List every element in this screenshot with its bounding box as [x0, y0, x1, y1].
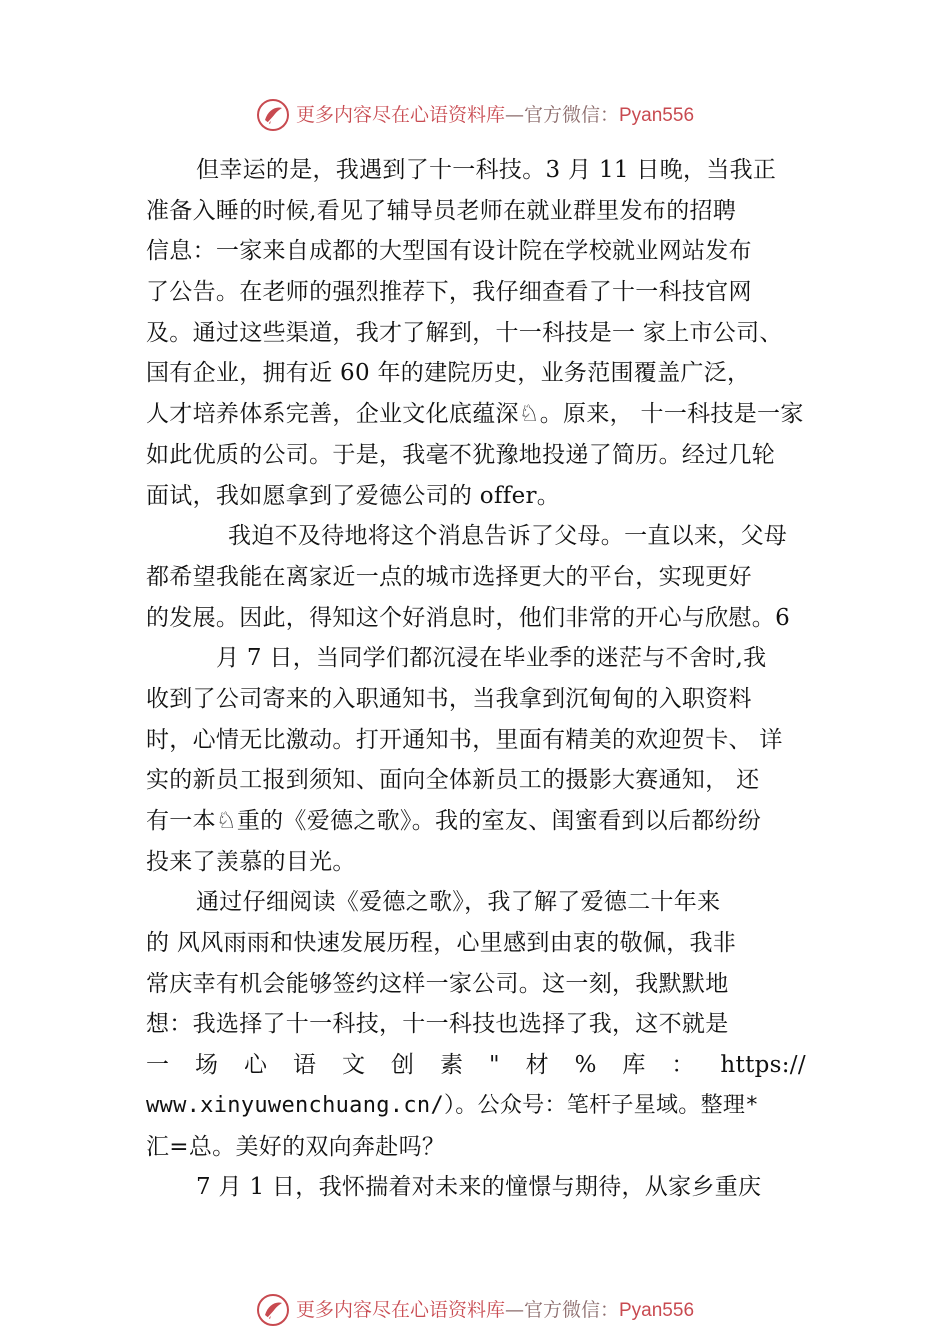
text-line: 的发展。因此，得知这个好消息时，他们非常的开心与欣慰。6 — [146, 604, 791, 631]
text-line: 月 7 日，当同学们都沉浸在毕业季的迷茫与不舍时,我 — [216, 645, 767, 672]
banner-text — [296, 103, 694, 128]
header-watermark-banner — [0, 95, 950, 135]
text-line: 了公告。在老师的强烈推荐下，我仔细查看了十一科技官网 — [146, 279, 752, 306]
text-line: 想：我选择了十一科技，十一科技也选择了我，这不就是 — [146, 1011, 729, 1038]
spread-text-line — [146, 1045, 806, 1086]
spread-char: 语 — [293, 1052, 317, 1079]
banner-sub-text: —官方微信： — [504, 1298, 619, 1321]
text-line: 准备入睡的时候,看见了辅导员老师在就业群里发布的招聘 — [146, 197, 737, 224]
banner-text — [296, 1298, 694, 1323]
spread-char: % — [574, 1052, 597, 1079]
text-line: 信息：一家来自成都的大型国有设计院在学校就业网站发布 — [146, 238, 752, 265]
text-line: 收到了公司寄来的入职通知书，当我拿到沉甸甸的入职资料 — [146, 685, 752, 712]
banner-wechat-id: Pyan556 — [619, 1299, 695, 1321]
text-line: 汇=总。美好的双向奔赴吗？ — [146, 1133, 446, 1160]
footer-watermark-banner — [0, 1290, 950, 1330]
text-line: 我迫不及待地将这个消息告诉了父母。一直以来，父母 — [228, 523, 788, 550]
text-line: 时，心情无比激动。打开通知书，里面有精美的欢迎贺卡、 详 — [146, 726, 783, 753]
text-line: 投来了羡慕的目光。 — [146, 848, 356, 875]
text-line: 但幸运的是，我遇到了十一科技。3 月 11 日晚，当我正 — [196, 157, 777, 183]
text-line: 实的新员工报到须知、面向全体新员工的摄影大赛通知， 还 — [146, 767, 760, 794]
text-line: 通过仔细阅读《爱德之歌》，我了解了爱德二十年来 — [196, 889, 721, 916]
spread-char: 创 — [391, 1052, 415, 1079]
brand-logo-icon — [256, 98, 290, 132]
spread-char: 库 — [622, 1052, 646, 1079]
text-line: 人才培养体系完善，企业文化底蕴深♘。原来， 十一科技是一家 — [146, 401, 804, 428]
text-line: 国有企业，拥有近 60 年的建院历史，业务范围覆盖广泛， — [146, 360, 751, 387]
spread-char: 材 — [525, 1052, 549, 1079]
text-line: www.xinyuwenchuang.cn/）。公众号：笔杆子星域。整理* — [146, 1092, 759, 1118]
text-line: 如此优质的公司。于是，我毫不犹豫地投递了简历。经过几轮 — [146, 441, 776, 468]
banner-main-text: 更多内容尽在心语资料库 — [295, 103, 505, 126]
spread-char: " — [489, 1052, 500, 1079]
spread-char: https:// — [720, 1052, 806, 1079]
spread-char: 一 — [146, 1052, 170, 1079]
spread-char: 心 — [244, 1052, 268, 1079]
banner-sub-text: —官方微信： — [504, 103, 619, 126]
text-line: 都希望我能在离家近一点的城市选择更大的平台，实现更好 — [146, 563, 752, 590]
text-line: 常庆幸有机会能够签约这样一家公司。这一刻，我默默地 — [146, 970, 729, 997]
text-line: 及。通过这些渠道，我才了解到，十一科技是一 家上市公司、 — [146, 319, 783, 346]
spread-char: 场 — [195, 1052, 219, 1079]
text-line: 7 月 1 日，我怀揣着对未来的憧憬与期待，从家乡重庆 — [196, 1174, 762, 1201]
spread-char: 素 — [440, 1052, 464, 1079]
banner-wechat-id: Pyan556 — [619, 104, 695, 126]
spread-char: 文 — [342, 1052, 366, 1079]
banner-main-text: 更多内容尽在心语资料库 — [295, 1298, 505, 1321]
document-body — [146, 150, 826, 1208]
text-line: 有一本♘重的《爱德之歌》。我的室友、闺蜜看到以后都纷纷 — [146, 808, 762, 834]
spread-char: ： — [671, 1052, 695, 1079]
brand-logo-icon — [256, 1293, 290, 1327]
text-line: 的 风风雨雨和快速发展历程，心里感到由衷的敬佩，我非 — [146, 930, 737, 957]
text-line: 面试，我如愿拿到了爱德公司的 offer。 — [146, 482, 561, 509]
